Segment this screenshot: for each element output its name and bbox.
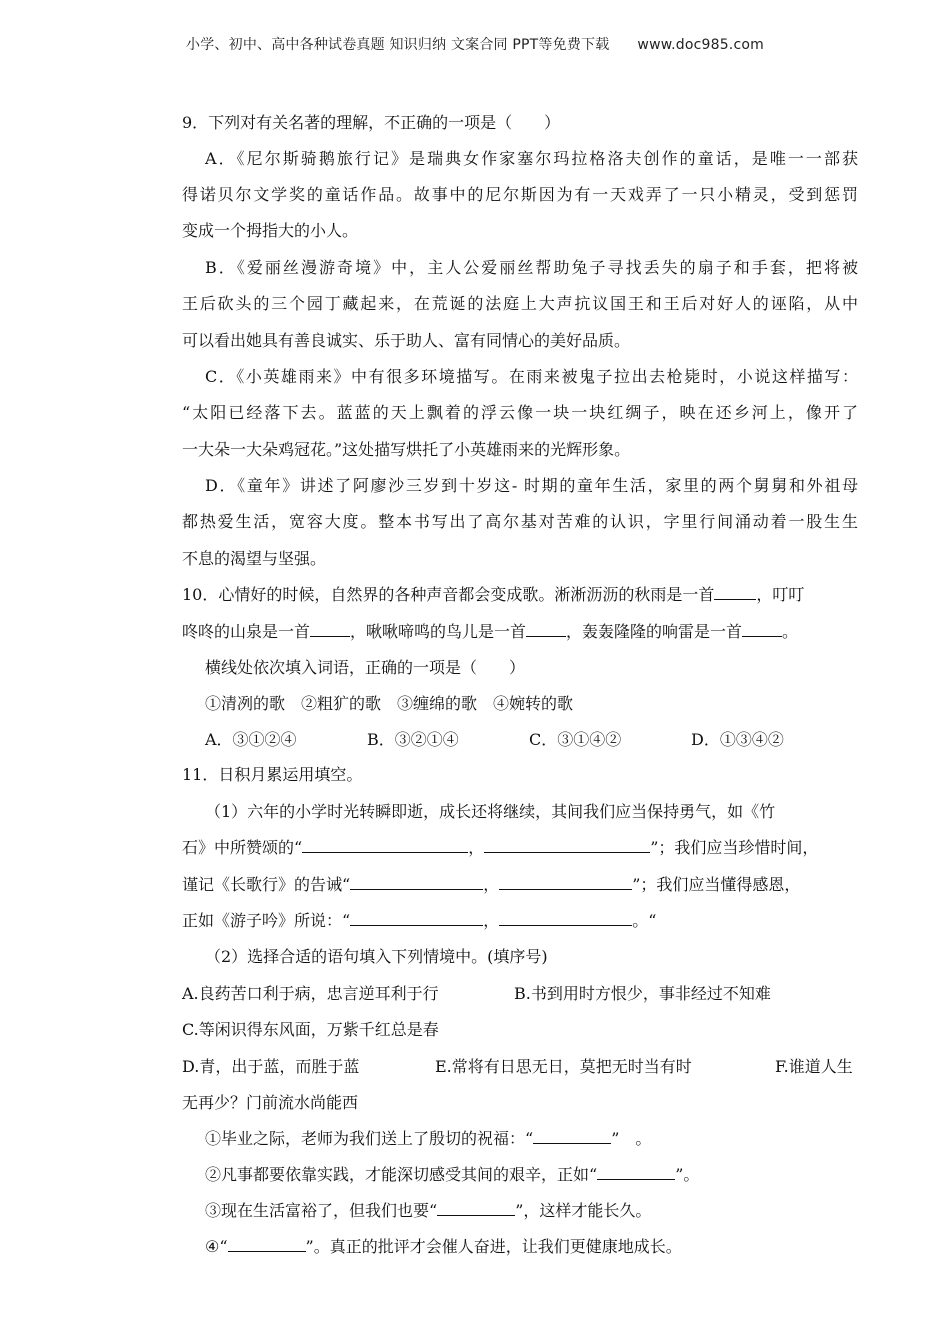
q10-blank-2[interactable] [310, 621, 350, 637]
q11-choice-d: D.青，出于蓝，而胜于蓝 [182, 1057, 360, 1076]
q10-instruction: 横线处依次填入词语，正确的一项是（ ） [205, 658, 526, 677]
q10-option-c[interactable]: C．③①④② [529, 730, 622, 749]
q10-line2-text-d: 。 [782, 622, 799, 641]
q11-blank-4[interactable] [499, 874, 632, 890]
q11-s1-text: ①毕业之际，老师为我们送上了殷切的祝福：“ [205, 1129, 534, 1148]
q10-word-list: ①清冽的歌 ②粗犷的歌 ③缠绵的歌 ④婉转的歌 [205, 694, 574, 713]
q10-line1 [182, 584, 804, 606]
q11-choices-row1 [182, 983, 771, 1005]
q11-sentence-3 [205, 1200, 651, 1222]
q11-part1-line4 [182, 910, 656, 932]
q11-part1-line3 [182, 874, 800, 896]
q11-sentence-1 [205, 1128, 651, 1150]
q11-blank-1[interactable] [302, 837, 468, 853]
q11-part1-line2 [182, 837, 818, 859]
q9-option-c-line1: C．《小英雄雨来》中有很多环境描写。在雨来被鬼子拉出去枪毙时，小说这样描写： [205, 367, 858, 386]
q11-part1-line1: （1）六年的小学时光转瞬即逝，成长还将继续，其间我们应当保持勇气，如《竹 [205, 802, 776, 821]
q9-option-b-line2: 王后砍头的三个园丁藏起来，在荒诞的法庭上大声抗议国王和王后对好人的诬陷，从中 [182, 294, 858, 313]
q10-line2 [182, 621, 798, 643]
q10-line2-text-a: 咚咚的山泉是一首 [182, 622, 311, 641]
q11-s1-blank[interactable] [533, 1128, 611, 1144]
q11-s3-blank[interactable] [437, 1200, 515, 1216]
q11-sentence-4 [205, 1236, 682, 1258]
q10-blank-3[interactable] [526, 621, 566, 637]
q11-choice-f-cont: 无再少？门前流水尚能西 [182, 1093, 359, 1112]
q11-s4-blank[interactable] [228, 1236, 306, 1252]
q11-s4-text: ④“ [205, 1237, 228, 1256]
q9-option-d-line1: D．《童年》讲述了阿廖沙三岁到十岁这- 时期的童年生活，家里的两个舅舅和外祖母 [205, 476, 858, 495]
q10-line2-text-b: ，啾啾啼鸣的鸟儿是一首 [350, 622, 527, 641]
q10-options [205, 729, 784, 751]
q11-choice-c: C.等闲识得东风面，万紫千红总是春 [182, 1020, 439, 1039]
q11-line4-text-a: 正如《游子吟》所说：“ [182, 911, 351, 930]
q10-option-a[interactable]: A．③①②④ [205, 730, 297, 749]
q11-blank-6[interactable] [499, 910, 632, 926]
q9-option-b-line3: 可以看出她具有善良诚实、乐于助人、富有同情心的美好品质。 [182, 331, 631, 350]
q9-option-a-line1: A．《尼尔斯骑鹅旅行记》是瑞典女作家塞尔玛拉格洛夫创作的童话，是唯一一部获 [205, 149, 858, 168]
q9-option-a-line2: 得诺贝尔文学奖的童话作品。故事中的尼尔斯因为有一天戏弄了一只小精灵，受到惩罚 [182, 185, 858, 204]
q11-choices-row3 [182, 1056, 853, 1078]
q11-blank-2[interactable] [484, 837, 650, 853]
q11-s2-tail: ”。 [675, 1165, 700, 1184]
q11-line2-text-c: ”；我们应当珍惜时间， [650, 838, 819, 857]
q11-s2-blank[interactable] [597, 1164, 675, 1180]
q11-line4-comma: ， [483, 911, 500, 930]
q11-blank-5[interactable] [350, 910, 483, 926]
q11-s3-tail: ”，这样才能长久。 [515, 1201, 652, 1220]
q11-s3-text: ③现在生活富裕了，但我们也要“ [205, 1201, 438, 1220]
q11-blank-3[interactable] [350, 874, 483, 890]
q11-line3-text-c: ”；我们应当懂得感恩， [632, 875, 801, 894]
q11-line2-text-a: 石》中所赞颂的“ [182, 838, 303, 857]
q11-s2-text: ②凡事都要依靠实践，才能深切感受其间的艰辛，正如“ [205, 1165, 598, 1184]
q10-option-b[interactable]: B．③②①④ [367, 730, 459, 749]
q10-line1-text: 10．心情好的时候，自然界的各种声音都会变成歌。淅淅沥沥的秋雨是一首 [182, 585, 715, 604]
q11-choice-b: B.书到用时方恨少，事非经过不知难 [514, 984, 771, 1003]
q11-s1-tail: ” 。 [611, 1129, 652, 1148]
q9-option-d-line2: 都热爱生活，宽容大度。整本书写出了高尔基对苦难的认识，字里行间涌动着一股生生 [182, 512, 858, 531]
q11-line3-comma: ， [483, 875, 500, 894]
q10-option-d[interactable]: D．①③④② [691, 730, 784, 749]
header-text: 小学、初中、高中各种试卷真题 知识归纳 文案合同 PPT等免费下载 [186, 37, 610, 53]
q10-blank-1[interactable] [714, 584, 756, 600]
q11-stem: 11．日积月累运用填空。 [182, 765, 363, 784]
q9-option-d-line3: 不息的渴望与坚强。 [182, 549, 327, 568]
q9-stem: 9．下列对有关名著的理解，不正确的一项是（ ） [182, 113, 561, 132]
q11-choice-f: F.谁道人生 [775, 1057, 853, 1076]
page-header [0, 34, 950, 54]
header-url[interactable]: www.doc985.com [637, 37, 764, 53]
q10-line1-tail: ，叮叮 [756, 585, 805, 604]
q11-choice-a: A.良药苦口利于病，忠言逆耳利于行 [182, 984, 439, 1003]
q9-option-b-line1: B．《爱丽丝漫游奇境》中，主人公爱丽丝帮助兔子寻找丢失的扇子和手套，把将被 [205, 258, 858, 277]
q11-choice-e: E.常将有日思无日，莫把无时当有时 [435, 1057, 692, 1076]
q9-option-c-line3: 一大朵一大朵鸡冠花。”这处描写烘托了小英雄雨来的光辉形象。 [182, 440, 631, 459]
q11-line3-text-a: 谨记《长歌行》的告诫“ [182, 875, 351, 894]
q11-part2-stem: （2）选择合适的语句填入下列情境中。(填序号) [205, 947, 548, 966]
q11-sentence-2 [205, 1164, 699, 1186]
q11-s4-tail: ”。真正的批评才会催人奋进，让我们更健康地成长。 [305, 1237, 682, 1256]
q9-option-a-line3: 变成一个拇指大的小人。 [182, 221, 359, 240]
q10-blank-4[interactable] [742, 621, 782, 637]
q10-line2-text-c: ，轰轰隆隆的响雷是一首 [566, 622, 743, 641]
q9-option-c-line2: “太阳已经落下去。蓝蓝的天上飘着的浮云像一块一块红绸子，映在还乡河上，像开了 [182, 403, 858, 422]
q11-line4-text-c: 。“ [632, 911, 657, 930]
q11-line2-comma: ， [468, 838, 485, 857]
